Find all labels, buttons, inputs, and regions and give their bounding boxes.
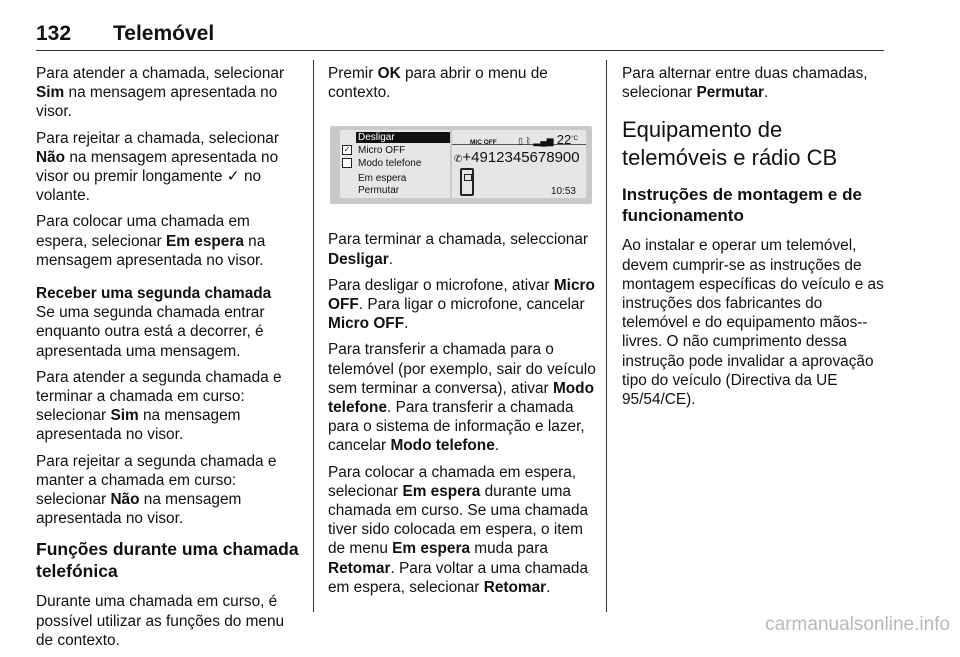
header-rule xyxy=(36,50,884,51)
paragraph: Para rejeitar a segunda chamada e manter a chamada em curso: selecionar Não na mensagem apresentada no visor. xyxy=(36,452,277,528)
paragraph: Para colocar a chamada em espera, selecionar Em espera durante uma chamada em curso. Se uma chamada tiver sido colocada em espera, o item de menu Em espera muda para Retomar. Para voltar a uma chamada em espera, selecionar Retomar. xyxy=(328,463,589,596)
menu-item-permutar: Permutar xyxy=(358,185,400,197)
paragraph: Para atender a chamada, selecionar Sim na mensagem apresentada no visor. xyxy=(36,65,285,121)
column-1 xyxy=(36,64,304,657)
paragraph: Ao instalar e operar um telemóvel, devem cumprir-se as instruções de montagem específicas do veículo e as instruções dos fabricantes do telemóvel e do equipamento mãos--livres. O não cumprimento dessa instrução pode invalidar a aprovação tipo do veículo (Directiva da UE 95/54/CE). xyxy=(622,237,884,409)
mic-off-indicator: MIC OFF xyxy=(470,139,497,147)
context-menu xyxy=(340,130,450,198)
paragraph: Para atender a segunda chamada e terminar a chamada em curso: selecionar Sim na mensagem apresentada no visor. xyxy=(36,368,282,444)
subheading: Instruções de montagem e de funcionamento xyxy=(622,185,862,226)
paragraph: Premir OK para abrir o menu de contexto. xyxy=(328,65,548,102)
checkmark-icon: ✓ xyxy=(226,168,240,186)
phone-number: ✆+4912345678900 xyxy=(454,149,580,167)
status-bar xyxy=(452,130,586,148)
checkbox-checked-icon: ✓ xyxy=(343,145,351,155)
section-heading: Equipamento de telemóveis e rádio CB xyxy=(622,117,838,171)
call-panel xyxy=(452,130,586,198)
section-heading: Funções durante uma chamada telefónica xyxy=(36,539,299,582)
subheading: Receber uma segunda chamada xyxy=(36,285,272,303)
column-2 xyxy=(328,64,598,604)
paragraph: Para terminar a chamada, seleccionar Desligar. xyxy=(328,231,589,268)
checkbox-icon xyxy=(342,158,352,168)
menu-item-modo-telefone: Modo telefone xyxy=(358,158,422,170)
paragraph: Para colocar uma chamada em espera, selecionar Em espera na mensagem apresentada no visor. xyxy=(36,213,266,269)
chapter-title: Telemóvel xyxy=(113,22,215,45)
clock: 10:53 xyxy=(550,186,576,198)
column-3 xyxy=(622,64,888,416)
page-number: 132 xyxy=(36,22,72,45)
mobile-phone-icon xyxy=(460,168,474,196)
paragraph: Para alternar entre duas chamadas, selecionar Permutar. xyxy=(622,65,868,102)
menu-item-em-espera: Em espera xyxy=(358,173,407,185)
temperature: $22^{^\circ C}$ xyxy=(556,132,578,148)
menu-item-desligar: Desligar xyxy=(356,132,450,143)
paragraph: Se uma segunda chamada entrar enquanto outra está a decorrer, é apresentada uma mensagem. xyxy=(36,304,265,360)
column-divider-2 xyxy=(606,60,607,612)
menu-item-micro-off: Micro OFF xyxy=(358,145,406,157)
page-header xyxy=(36,22,884,50)
paragraph: Para rejeitar a chamada, selecionar Não na mensagem apresentada no visor ou premir longamente ✓ no volante. xyxy=(36,129,279,205)
handset-icon: ✆ xyxy=(454,154,463,166)
phone-status-icon: ▯ ᛒ ▂▄▆ xyxy=(518,136,554,147)
infotainment-screen xyxy=(330,126,592,204)
paragraph: Para desligar o microfone, ativar Micro OFF. Para ligar o microfone, cancelar Micro OFF. xyxy=(328,276,595,333)
watermark: carmanualsonline.info xyxy=(765,614,950,635)
paragraph: Para transferir a chamada para o telemóvel (por exemplo, sair do veículo sem terminar a conversa), ativar Modo telefone. Para transferir a chamada para o sistema de informação e lazer, cancelar Modo telefone. xyxy=(328,341,596,455)
column-divider-1 xyxy=(313,60,314,612)
paragraph: Durante uma chamada em curso, é possível utilizar as funções do menu de contexto. xyxy=(36,593,285,649)
